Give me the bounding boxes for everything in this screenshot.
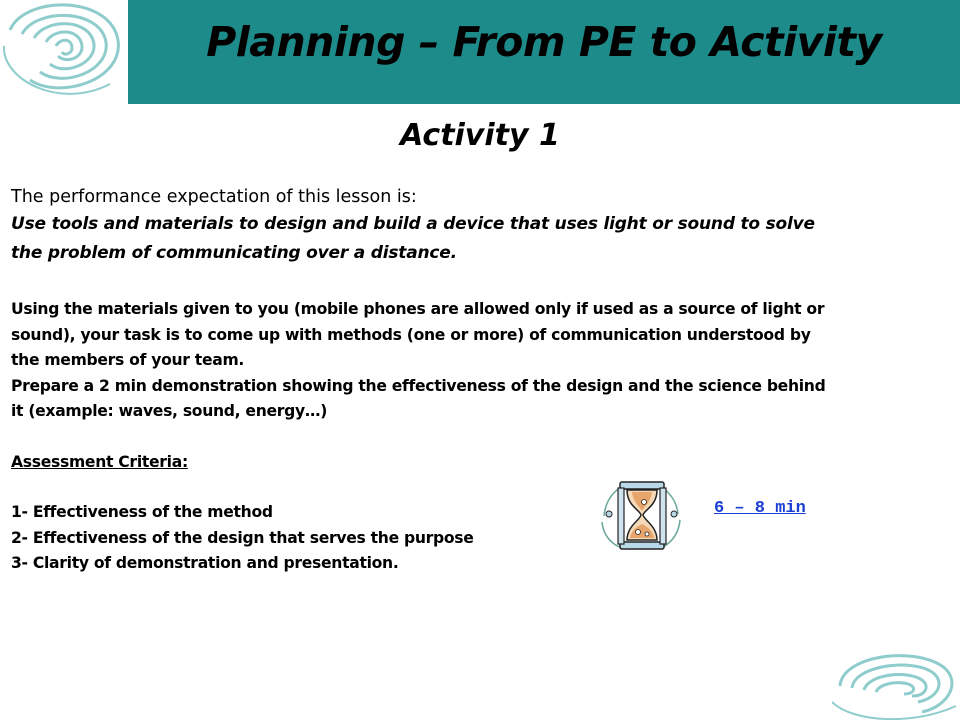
performance-expectation-line: the problem of communicating over a distance. (11, 243, 457, 263)
slide-title: Planning – From PE to Activity (206, 18, 882, 66)
task-line: sound), your task is to come up with methods (one or more) of communication understood by (11, 325, 811, 344)
criteria-item: 3- Clarity of demonstration and presentation. (11, 554, 399, 572)
task-line: the members of your team. (11, 351, 245, 369)
activity-heading: Activity 1 (400, 118, 560, 153)
criteria-item: 1- Effectiveness of the method (11, 503, 273, 521)
task-line: Using the materials given to you (mobile phones are allowed only if used as a source of light or (11, 300, 825, 318)
swirl-decoration-icon (832, 646, 960, 720)
hourglass-icon (600, 476, 682, 554)
criteria-heading: Assessment Criteria: (11, 452, 188, 471)
swirl-decoration-icon (0, 0, 130, 104)
criteria-item: 2- Effectiveness of the design that serves the purpose (11, 528, 474, 547)
demo-line: Prepare a 2 min demonstration showing the effectiveness of the design and the science behind (11, 376, 826, 395)
timer-duration-link[interactable]: 6 – 8 min (714, 499, 806, 518)
performance-expectation-line: Use tools and materials to design and build a device that uses light or sound to solve (11, 214, 815, 234)
demo-line: it (example: waves, sound, energy…) (11, 402, 328, 420)
slide-body (11, 184, 957, 577)
intro-text: The performance expectation of this lesson is: (11, 187, 417, 207)
